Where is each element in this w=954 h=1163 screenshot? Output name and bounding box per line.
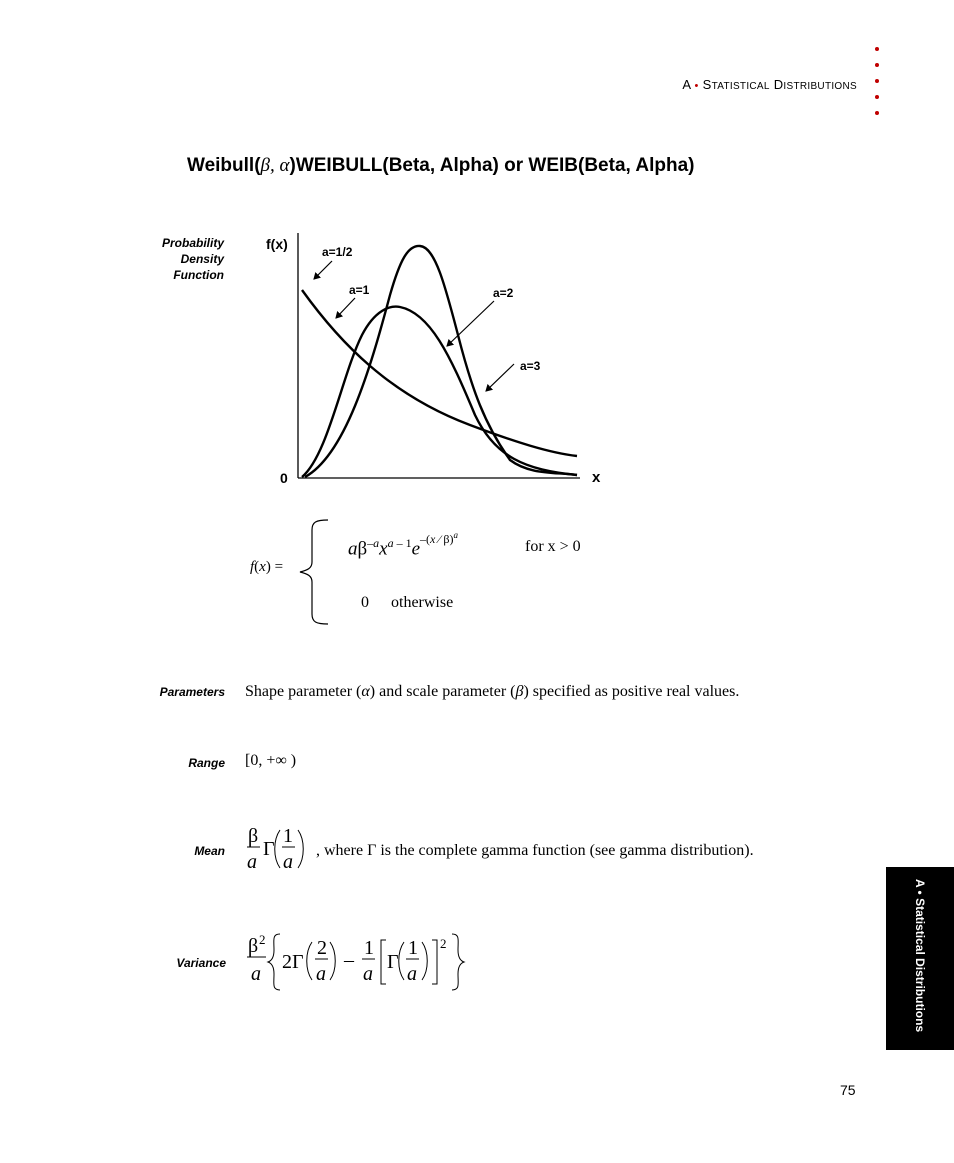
section-title [187, 155, 694, 177]
pdf-label-line: Density [180, 252, 224, 266]
formula-brace [296, 518, 332, 626]
variance-formula [244, 930, 468, 996]
parameters-text-part: Shape parameter ( [245, 683, 362, 700]
parameters-text-part: ) and scale parameter ( [369, 683, 516, 700]
dot [875, 79, 879, 83]
chapter-tab-label: A • Statistical Distributions [913, 879, 927, 1033]
header-cap-d: D [773, 77, 784, 92]
svg-text:1: 1 [364, 937, 374, 959]
dot [875, 95, 879, 99]
curve-label-a-2: a=2 [493, 286, 514, 300]
mean-text: , where Γ is the complete gamma function (see gamma distribution). [316, 842, 754, 859]
svg-text:–: – [344, 949, 354, 971]
page-number: 75 [840, 1082, 856, 1098]
header-distributions: ISTRIBUTIONS [783, 81, 857, 92]
range-label: Range [188, 756, 225, 770]
arrow-a-1 [336, 298, 355, 318]
pdf-label-line: Function [173, 268, 224, 282]
svg-text:1: 1 [283, 825, 293, 847]
svg-text:a: a [247, 851, 257, 873]
svg-text:a: a [251, 963, 261, 985]
pdf-label-line: Probability [161, 236, 224, 250]
case-2-condition: otherwise [391, 594, 454, 611]
svg-text:2Γ: 2Γ [282, 951, 304, 973]
svg-text:a: a [316, 963, 326, 985]
x-axis-label: x [592, 469, 601, 486]
title-comma: , [270, 155, 280, 176]
range-text: [0, +∞ ) [245, 752, 297, 769]
arrow-a-half [314, 261, 332, 279]
parameters-label: Parameters [159, 685, 225, 699]
svg-text:β: β [248, 825, 259, 847]
origin-label: 0 [280, 470, 288, 486]
header-letter: A [682, 77, 691, 92]
curve-label-a-half: a=1/2 [322, 245, 353, 259]
dot [875, 63, 879, 67]
mean-formula [244, 822, 310, 876]
formula-case-2 [361, 594, 453, 612]
pdf-side-label [134, 235, 224, 283]
svg-text:Γ: Γ [387, 951, 399, 973]
pdf-chart [250, 225, 620, 495]
svg-text:a: a [283, 851, 293, 873]
arrow-a-3 [486, 364, 514, 391]
dot [875, 111, 879, 115]
dot [875, 47, 879, 51]
curve-label-a-3: a=3 [520, 359, 541, 373]
chapter-tab [886, 867, 954, 1050]
parameters-alpha: α [361, 683, 370, 700]
svg-text:a: a [407, 963, 417, 985]
svg-text:a: a [363, 963, 373, 985]
svg-text:β: β [248, 935, 259, 957]
case-1-condition: for x > 0 [525, 538, 581, 555]
variance-label: Variance [176, 956, 226, 970]
svg-text:2: 2 [440, 936, 447, 951]
svg-text:2: 2 [317, 937, 327, 959]
mean-label: Mean [194, 844, 225, 858]
running-header [682, 77, 857, 92]
svg-text:2: 2 [259, 932, 266, 947]
title-beta: β [260, 155, 271, 176]
title-alpha: α [279, 155, 290, 176]
curve-label-a-1: a=1 [349, 283, 370, 297]
formula-case-1-cond [525, 538, 581, 556]
curve-a-1 [302, 307, 577, 477]
svg-text:1: 1 [408, 937, 418, 959]
parameters-beta: β [515, 683, 524, 700]
case-2-value: 0 [361, 594, 369, 611]
y-axis-label: f(x) [266, 236, 288, 252]
header-bullet: • [694, 80, 699, 92]
formula-case-1-expr: $a\beta^{-a}x^{a - 1}e^{-(x ⁄ \beta)^a}$ [348, 530, 458, 560]
formula-fx: f(x) = [250, 559, 284, 575]
header-cap-s: S [702, 77, 712, 92]
parameters-text-part: ) specified as positive real values. [523, 683, 740, 700]
svg-text:Γ: Γ [263, 838, 275, 860]
title-prefix: Weibull( [187, 155, 261, 176]
header-statistical: TATISTICAL [711, 81, 770, 92]
parameters-text [245, 683, 739, 701]
decorative-dots [872, 47, 882, 127]
title-suffix: )WEIBULL(Beta, Alpha) or WEIB(Beta, Alpha) [289, 155, 695, 176]
